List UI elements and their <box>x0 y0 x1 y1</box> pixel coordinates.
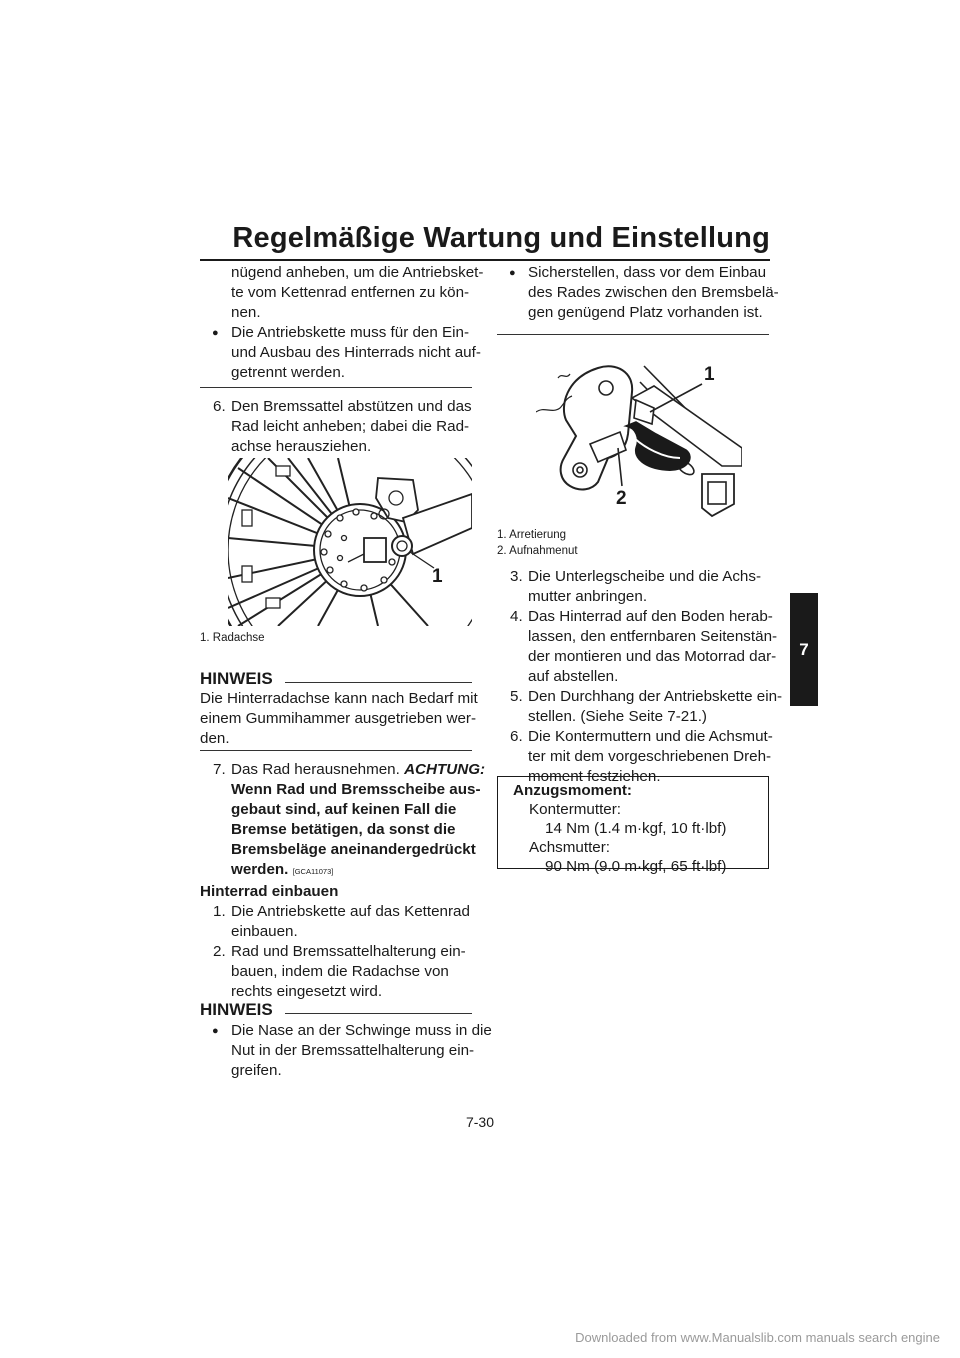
bullet-icon: ● <box>212 327 219 339</box>
hinweis-rule <box>285 1013 472 1014</box>
step-6-number: 6. <box>213 398 226 415</box>
spec-title: Anzugsmoment: <box>513 782 632 799</box>
install-step-1-number: 1. <box>213 903 226 920</box>
caliper-bracket-illustration <box>536 358 742 518</box>
hinweis-rule <box>285 682 472 683</box>
install-step-2-text: Rad und Bremssattelhalterung ein- bauen, indem die Radachse von rechts eingesetzt wird. <box>231 943 466 1000</box>
hinweis-bullet-text: Die Nase an der Schwinge muss in die Nut in der Bremssattelhalterung ein- greifen. <box>231 1022 492 1079</box>
chapter-tab: 7 <box>790 593 818 706</box>
section-divider <box>497 334 769 335</box>
continued-text: nügend anheben, um die Antriebsket- te vom Kettenrad entfernen zu kön- nen. <box>231 264 484 321</box>
step-6-number: 6. <box>510 728 523 745</box>
title-rule <box>200 259 770 261</box>
install-step-1-text: Die Antriebskette auf das Kettenrad einbauen. <box>231 903 470 940</box>
section-divider <box>200 750 472 751</box>
spec-item-1-value: 14 Nm (1.4 m·kgf, 10 ft·lbf) <box>545 820 727 837</box>
step-6-text: Die Kontermuttern und die Achsmut- ter mit dem vorgeschriebenen Dreh- moment festziehen. <box>528 728 773 785</box>
step-6-text: Den Bremssattel abstützen und das Rad leicht anheben; dabei die Rad- achse herausziehen. <box>231 398 472 455</box>
page-number: 7-30 <box>465 1114 495 1130</box>
bullet-text: Die Antriebskette muss für den Ein- und Ausbau des Hinterrads nicht auf- getrennt werden. <box>231 324 481 381</box>
reference-code: [GCA11073] <box>292 867 334 876</box>
bullet-icon: ● <box>509 267 516 279</box>
page-title: Regelmäßige Wartung und Einstellung <box>232 222 770 254</box>
install-step-2-number: 2. <box>213 943 226 960</box>
step-5-text: Den Durchhang der Antriebskette ein- stellen. (Siehe Seite 7-21.) <box>528 688 783 725</box>
step-3-number: 3. <box>510 568 523 585</box>
footer-link[interactable]: Downloaded from www.Manualslib.com manuals search engine <box>575 1330 940 1345</box>
figure-2-callout-2: 2 <box>616 488 627 509</box>
section-title: Hinterrad einbauen <box>200 883 339 900</box>
bullet-text: Sicherstellen, dass vor dem Einbau des Rades zwischen den Bremsbelä- gen genügend Platz vorhanden ist. <box>528 264 779 321</box>
figure-1-caption: 1. Radachse <box>200 632 265 644</box>
spec-item-2-value: 90 Nm (9.0 m·kgf, 65 ft·lbf) <box>545 858 727 875</box>
step-4-number: 4. <box>510 608 523 625</box>
torque-spec <box>513 781 726 876</box>
figure-2-caption: 1. Arretierung 2. Aufnahmenut <box>497 529 578 557</box>
figure-2-callout-1: 1 <box>704 364 715 385</box>
step-4-text: Das Hinterrad auf den Boden herab- lassen, den entfernbaren Seitenstän- der montieren und das Motorrad dar- auf abstellen. <box>528 608 778 685</box>
hinweis-text: Die Hinterradachse kann nach Bedarf mit einem Gummihammer ausgetrieben wer- den. <box>200 690 478 747</box>
step-7-text: Das Rad herausnehmen. ACHTUNG: Wenn Rad und Bremsscheibe aus- gebaut sind, auf keinen Fall die Bremse betätigen, da sonst die Bremsbeläge aneinandergedrückt werden. [GCA11073] <box>231 761 486 878</box>
bullet-icon: ● <box>212 1025 219 1037</box>
step-3-text: Die Unterlegscheibe und die Achs- mutter anbringen. <box>528 568 762 605</box>
rear-wheel-illustration <box>228 458 472 626</box>
step-7-number: 7. <box>213 761 226 778</box>
hinweis-heading: HINWEIS <box>200 1000 273 1019</box>
step-5-number: 5. <box>510 688 523 705</box>
section-divider <box>200 387 472 388</box>
warning-label: ACHTUNG: <box>404 761 486 778</box>
hinweis-heading: HINWEIS <box>200 669 273 688</box>
spec-item-2-label: Achsmutter: <box>529 839 611 856</box>
figure-1-callout: 1 <box>432 566 443 587</box>
spec-item-1-label: Kontermutter: <box>529 801 622 818</box>
